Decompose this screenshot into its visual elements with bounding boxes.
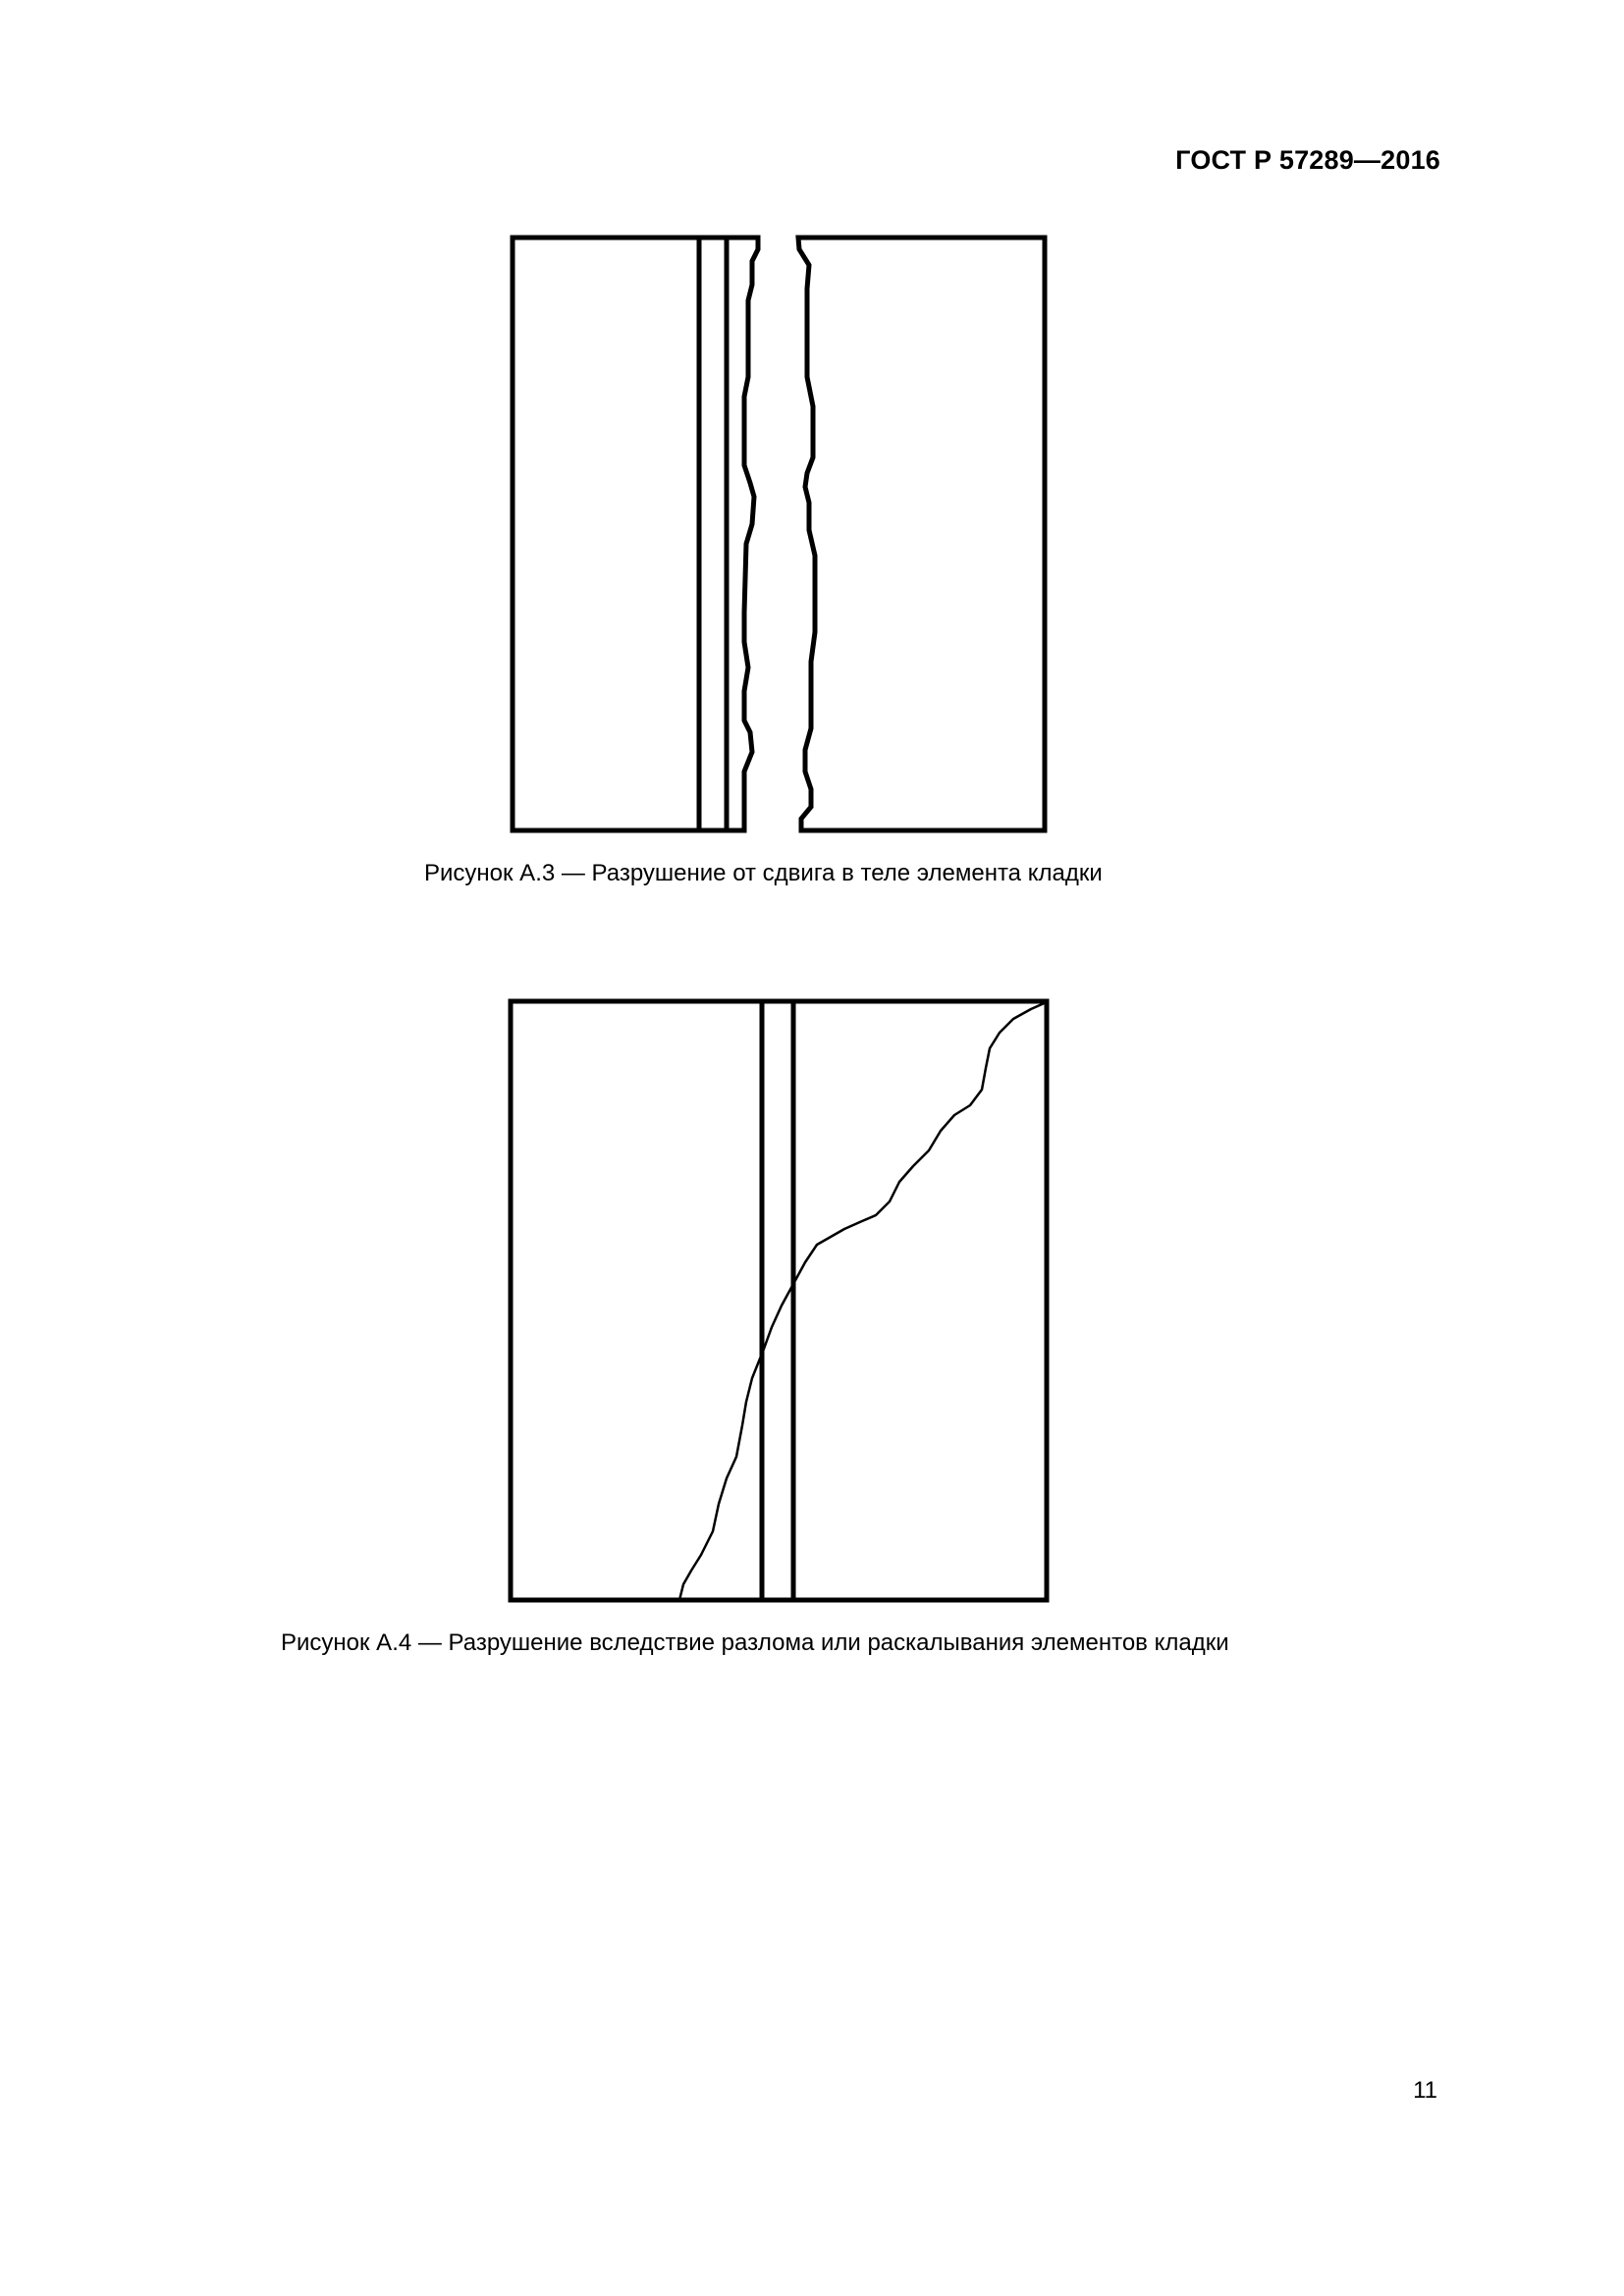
figure-a3-caption: Рисунок А.3 — Разрушение от сдвига в теле элемента кладки: [424, 860, 1103, 886]
figure-a4-caption: Рисунок А.4 — Разрушение вследствие разлома или раскалывания элементов кладки: [281, 1629, 1229, 1656]
figure-a3: [501, 230, 1051, 838]
diagonal-crack-line: [679, 1001, 1049, 1600]
document-code: ГОСТ Р 57289—2016: [1175, 145, 1440, 175]
masonry-panel: [511, 1001, 1047, 1600]
figure-a4: [501, 993, 1055, 1610]
right-block-fractured: [798, 238, 1045, 830]
mortar-joint: [762, 1001, 793, 1600]
figure-a3-drawing: [501, 230, 1051, 838]
figure-a4-drawing: [501, 993, 1055, 1610]
page-number: 11: [1413, 2077, 1437, 2104]
mortar-joint: [699, 238, 727, 830]
left-block-fractured: [513, 238, 758, 830]
